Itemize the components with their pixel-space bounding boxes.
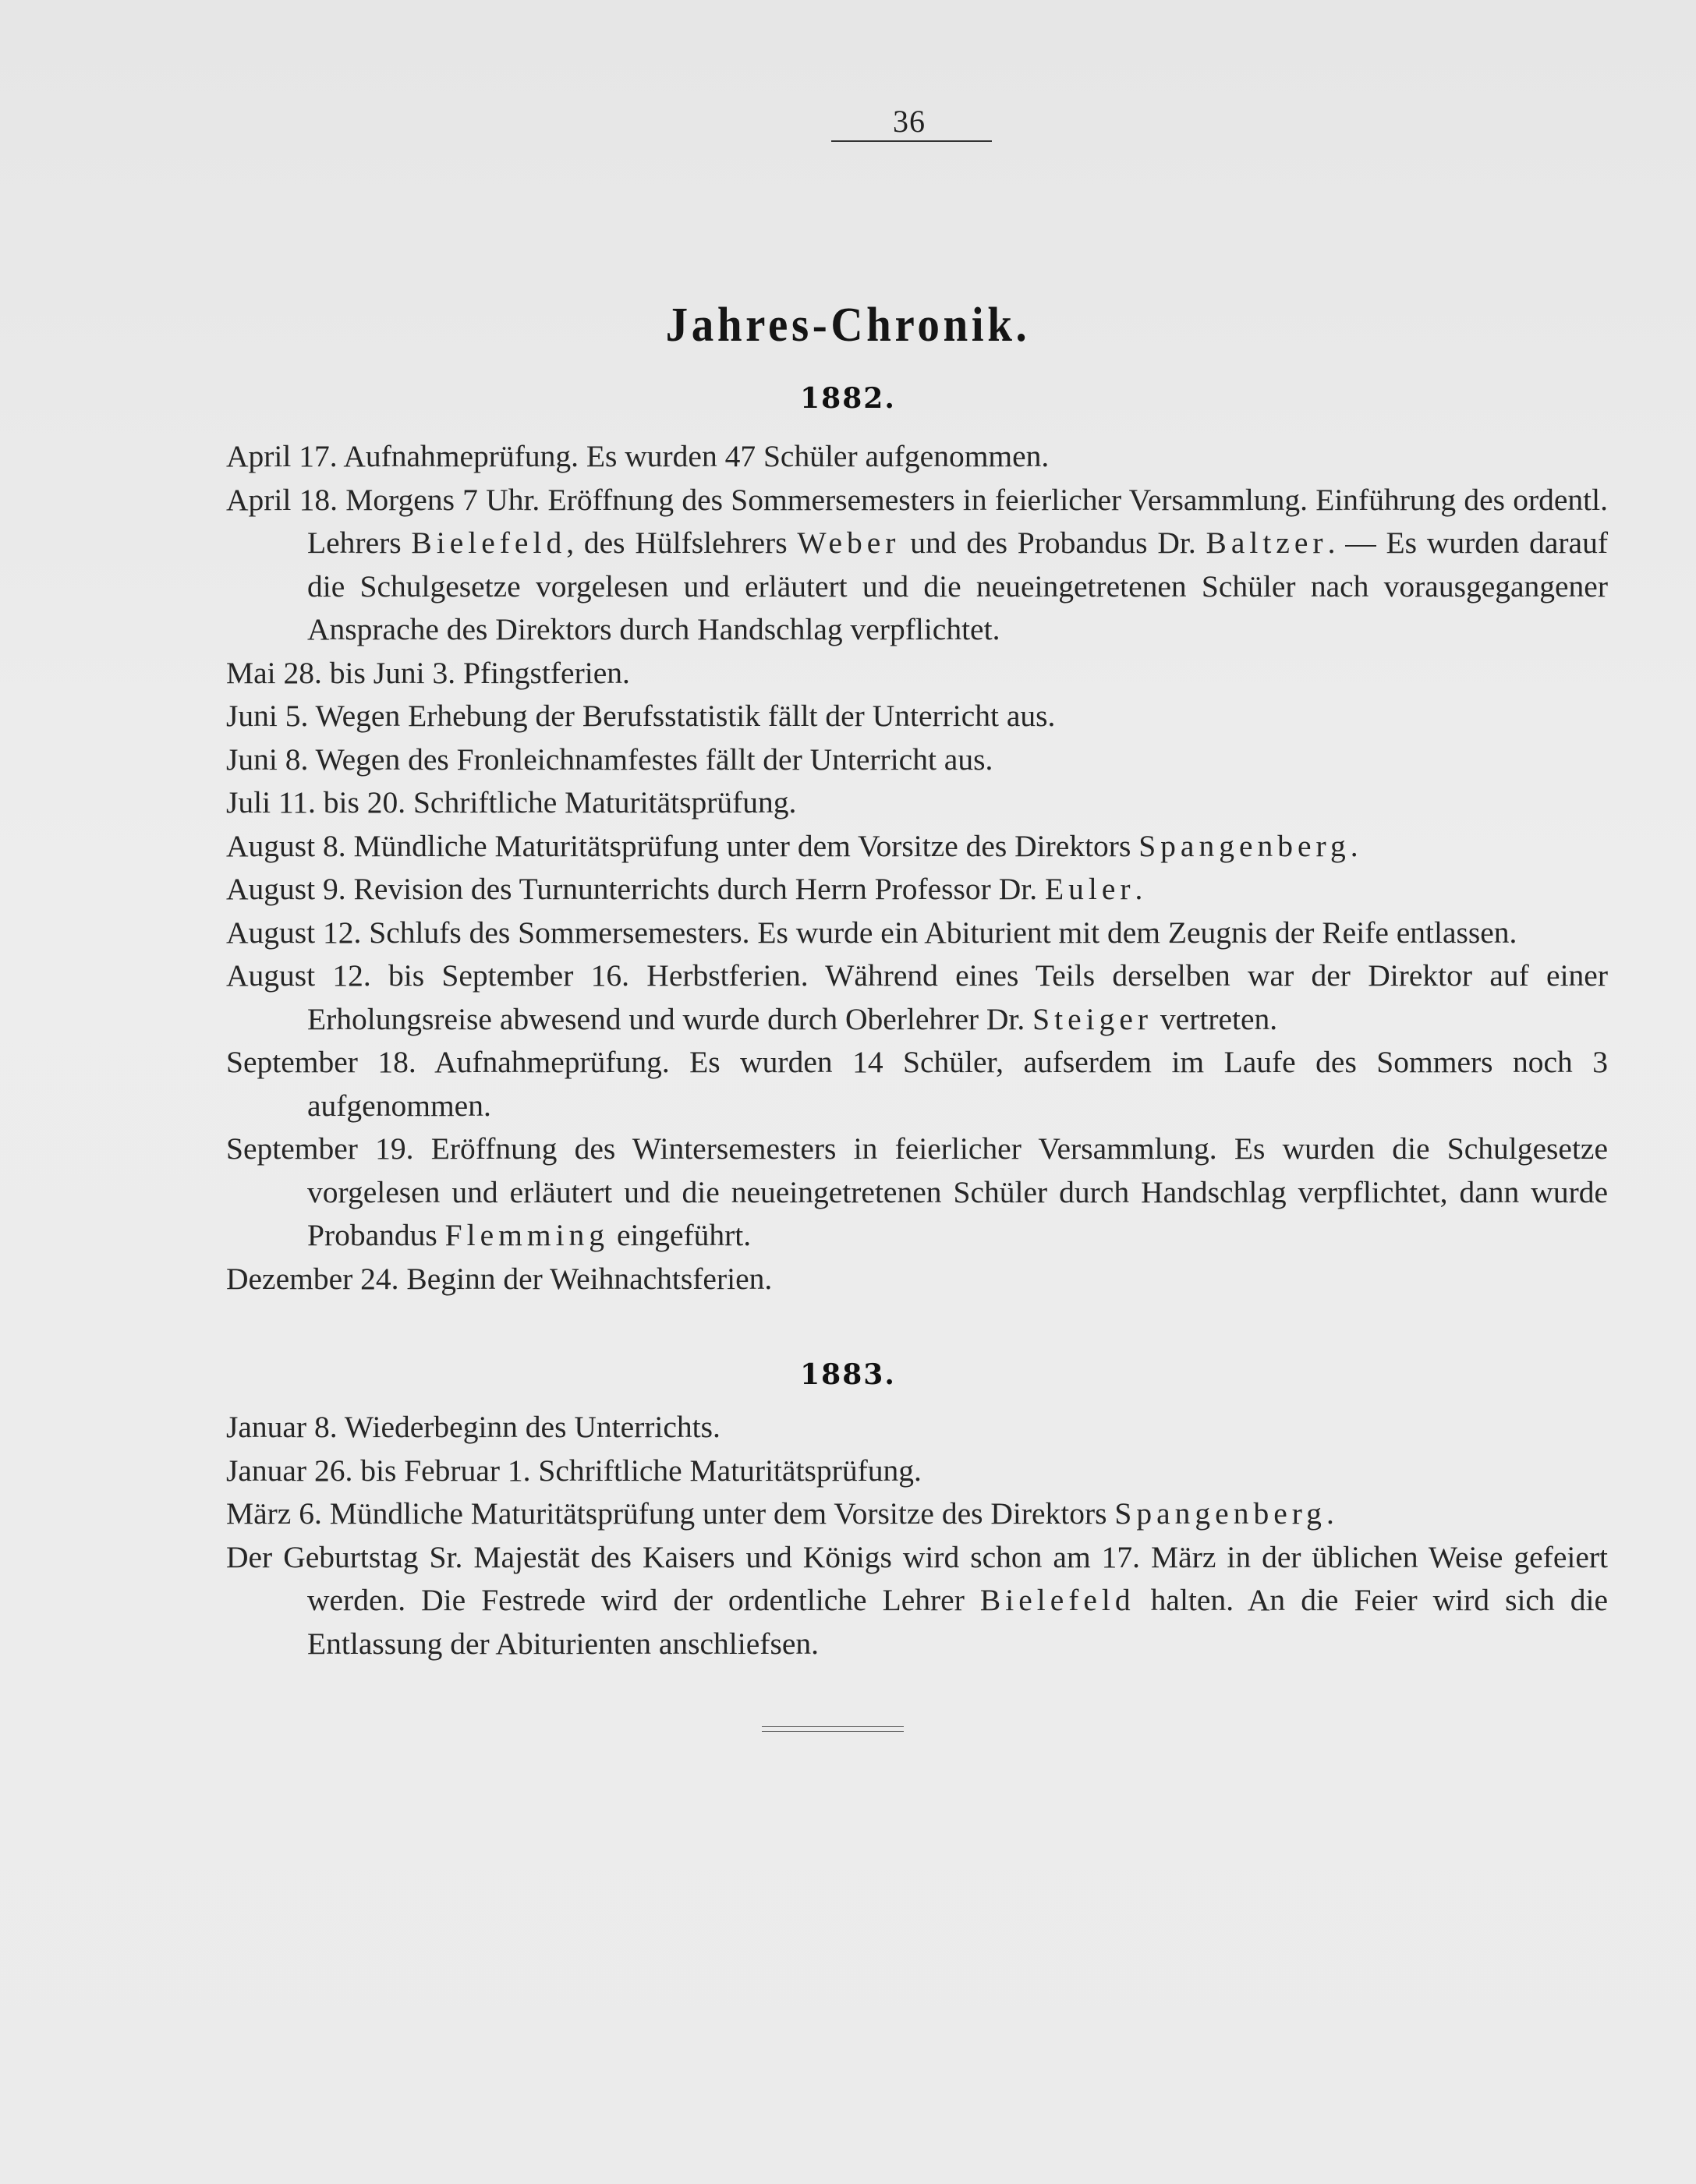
chronicle-entry (226, 1041, 1608, 1127)
entry-text: Schriftliche Maturitätsprüfung. (538, 1453, 922, 1488)
page-title: Jahres-Chronik. (665, 299, 1031, 352)
entry-text: Aufnahmeprüfung. Es wurden 47 Schüler aufgenommen. (343, 439, 1050, 473)
chronicle-entry (226, 652, 1608, 696)
chronicle-entry (226, 435, 1608, 479)
entry-text: Aufnahmeprüfung. Es wurden 14 Schüler, aufserdem im Laufe des Sommers noch 3 aufgenommen. (307, 1045, 1608, 1123)
chronicle-entry (226, 1406, 1608, 1450)
chronicle-entry (226, 1492, 1608, 1536)
entry-text: Schlufs des Sommersemesters. Es wurde ein Abiturient mit dem Zeugnis der Reife entlassen. (369, 915, 1517, 950)
closing-double-rule (762, 1726, 904, 1732)
year-heading-1883: 1883. (800, 1358, 896, 1391)
spaced-name: Spangenberg (1138, 828, 1351, 863)
entry-date: August 9. (226, 872, 354, 906)
entry-text: Herbstferien. Während eines Teils derselben war der Direktor auf einer Erholungsreise abwesend und wurde durch Oberlehrer Dr. (307, 958, 1608, 1036)
entry-date: Der Geburtstag Sr. Majestät des Kaisers und Königs wird schon am 17. März in der üblichen Weise gefeiert werden. Die Festrede wird der ordentliche Lehrer (226, 1539, 1608, 1617)
entry-date: Dezember 24. (226, 1261, 407, 1296)
entry-date: August 12. (226, 915, 370, 950)
entry-text: eingeführt. (609, 1218, 752, 1252)
chronicle-entry (226, 954, 1608, 1041)
entry-text: , des Hülfslehrers (566, 526, 798, 560)
chronicle-entry (226, 1450, 1608, 1493)
entry-text: . — Es wurden darauf die Schulgesetze vorgelesen und erläutert und die neueingetretenen Schüler nach vorausgegangener Ansprache des Direktors durch Handschlag verpflichtet. (307, 526, 1608, 646)
entry-text: Morgens 7 Uhr. Eröffnung des Sommersemesters in feierlicher Versammlung. Einführung des ordentl. Lehrers (307, 482, 1608, 560)
chronicle-entry (226, 738, 1608, 782)
entry-text: . (1135, 872, 1143, 906)
chronicle-entry (226, 868, 1608, 911)
entry-text: vertreten. (1153, 1001, 1278, 1036)
chronicle-entry (226, 479, 1608, 652)
spaced-name: Bielefeld (979, 1583, 1135, 1617)
spaced-name: Euler (1044, 872, 1135, 906)
entry-text: Pfingstferien. (462, 655, 630, 690)
year-heading-1882: 1882. (800, 382, 896, 415)
entry-text: Mündliche Maturitätsprüfung unter dem Vorsitze des Direktors (353, 828, 1139, 863)
chronicle-entry (226, 825, 1608, 869)
chronicle-entry (226, 1258, 1608, 1301)
entry-text: Revision des Turnunterrichts durch Herrn Professor Dr. (353, 872, 1045, 906)
chronicle-entry (226, 781, 1608, 825)
chronicle-section-1882 (226, 435, 1608, 1301)
spaced-name: Spangenberg (1114, 1496, 1326, 1531)
entry-text: Beginn der Weihnachtsferien. (406, 1261, 773, 1296)
spaced-name: Steiger (1032, 1001, 1153, 1036)
chronicle-entry (226, 1127, 1608, 1258)
page-number: 36 (893, 104, 926, 139)
entry-date: Januar 8. (226, 1410, 345, 1444)
chronicle-section-1883 (226, 1406, 1608, 1665)
spaced-name: Weber (797, 526, 901, 560)
entry-text: . (1350, 828, 1358, 863)
entry-date: Juli 11. bis 20. (226, 785, 413, 819)
entry-text: Schriftliche Maturitätsprüfung. (412, 785, 797, 819)
entry-text: Wegen Erhebung der Berufsstatistik fällt der Unterricht aus. (315, 699, 1056, 733)
spaced-name: Baltzer (1206, 526, 1328, 560)
entry-text: halten. An die Feier wird sich die Entlassung der Abiturienten anschliefsen. (307, 1583, 1608, 1661)
entry-text: . (1326, 1496, 1334, 1531)
entry-text: Eröffnung des Wintersemesters in feierlicher Versammlung. Es wurden die Schulgesetze vorgelesen und erläutert und die neueingetretenen Schüler durch Handschlag verpflichtet, dann wurde Probandus (307, 1131, 1608, 1252)
entry-date: Januar 26. bis Februar 1. (226, 1453, 539, 1488)
entry-date: Juni 8. (226, 742, 316, 777)
entry-date: August 12. bis September 16. (226, 958, 647, 993)
entry-text: Wiederbeginn des Unterrichts. (344, 1410, 721, 1444)
spaced-name: Bielefeld (411, 526, 567, 560)
entry-date: September 19. (226, 1131, 431, 1166)
spaced-name: Flemming (444, 1218, 610, 1252)
entry-text: Mündliche Maturitätsprüfung unter dem Vorsitze des Direktors (329, 1496, 1115, 1531)
entry-text: und des Probandus Dr. (900, 526, 1206, 560)
chronicle-entry (226, 911, 1608, 955)
chronicle-entry (226, 1536, 1608, 1666)
entry-date: März 6. (226, 1496, 330, 1531)
entry-date: April 18. (226, 482, 346, 517)
entry-text: Wegen des Fronleichnamfestes fällt der Unterricht aus. (315, 742, 993, 777)
entry-date: April 17. (226, 439, 344, 473)
entry-date: Mai 28. bis Juni 3. (226, 655, 463, 690)
entry-date: August 8. (226, 828, 354, 863)
chronicle-entry (226, 695, 1608, 738)
page-number-rule (831, 140, 992, 142)
entry-date: September 18. (226, 1045, 435, 1079)
entry-date: Juni 5. (226, 699, 316, 733)
